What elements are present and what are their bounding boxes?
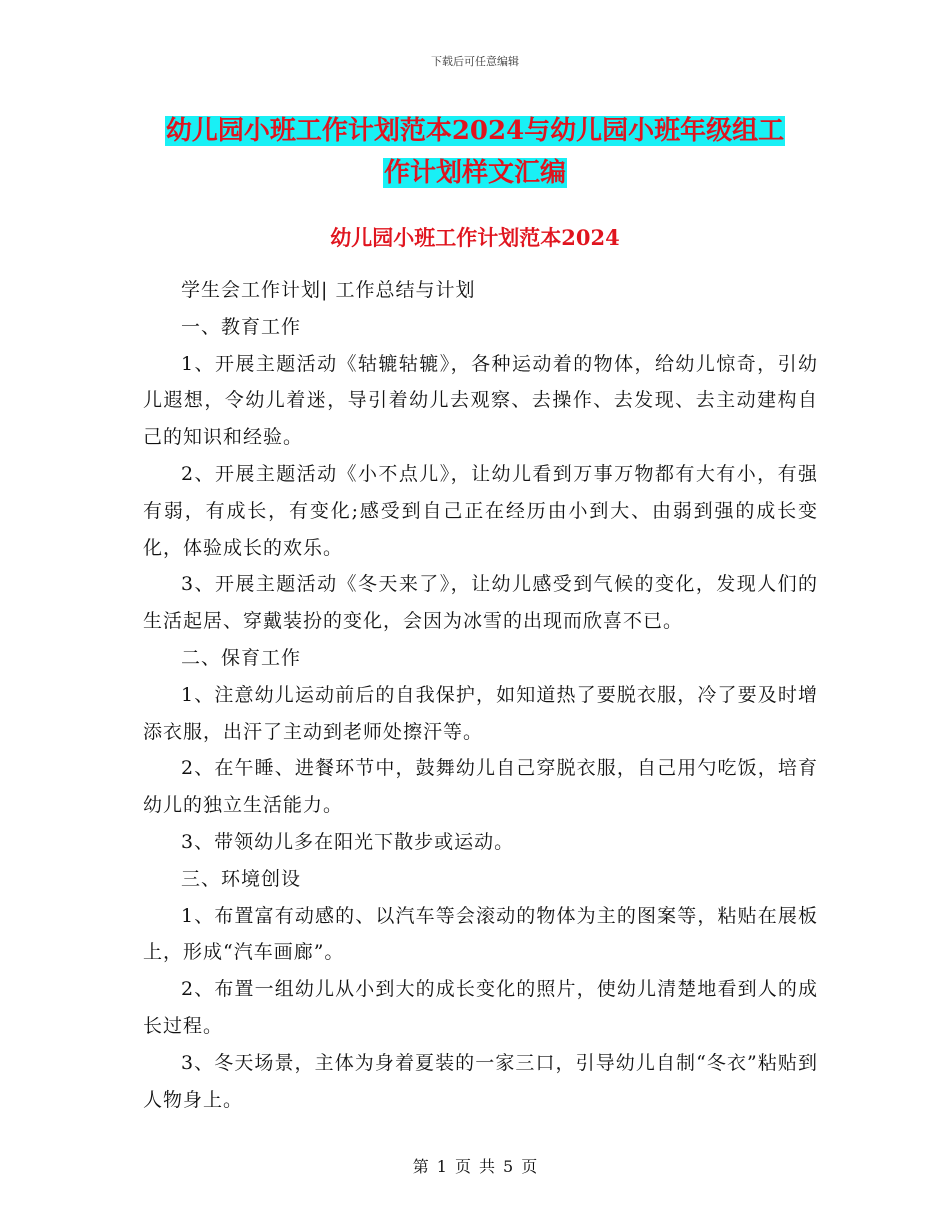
heading-care: 二、保育工作 — [181, 646, 302, 669]
paragraph: 2、在午睡、进餐环节中，鼓舞幼儿自己穿脱衣服，自己用勺吃饭，培育幼儿的独立生活能力。 — [143, 757, 818, 817]
footer-label-pages: 页 — [521, 1157, 538, 1176]
page-footer — [0, 1154, 950, 1177]
paragraph: 1、开展主题活动《轱辘轱辘》，各种运动着的物体，给幼儿惊奇，引幼儿遐想，令幼儿着迷，导引着幼儿去观察、去操作、去发现、去主动建构自己的知识和经验。 — [143, 352, 818, 449]
breadcrumb-line: 学生会工作计划| 工作总结与计划 — [181, 279, 476, 301]
paragraph: 2、开展主题活动《小不点儿》，让幼儿看到万事万物都有大有小，有强有弱，有成长，有变化;感受到自己正在经历由小到大、由弱到强的成长变化，体验成长的欢乐。 — [143, 462, 818, 559]
paragraph: 3、冬天场景，主体为身着夏装的一家三口，引导幼儿自制“冬衣”粘贴到人物身上。 — [143, 1051, 818, 1111]
document-title-line-2 — [0, 156, 950, 190]
document-title-line-1 — [0, 114, 950, 148]
paragraph: 2、布置一组幼儿从小到大的成长变化的照片，使幼儿清楚地看到人的成长过程。 — [143, 978, 818, 1037]
footer-total-pages: 5 — [503, 1157, 514, 1176]
paragraph: 1、注意幼儿运动前后的自我保护，如知道热了要脱衣服，冷了要及时增添衣服，出汗了主动到老师处擦汗等。 — [143, 683, 818, 743]
paragraph: 1、布置富有动感的、以汽车等会滚动的物体为主的图案等，粘贴在展板上，形成“汽车画廊”。 — [143, 904, 818, 964]
document-title-text-1: 幼儿园小班工作计划范本2024与幼儿园小班年级组工 — [165, 116, 785, 146]
document-body — [143, 272, 818, 1118]
footer-label-page: 第 — [412, 1157, 429, 1176]
heading-environment: 三、环境创设 — [181, 867, 302, 890]
header-note: 下载后可任意编辑 — [431, 55, 519, 68]
footer-page-number: 1 — [436, 1157, 447, 1176]
paragraph: 3、开展主题活动《冬天来了》，让幼儿感受到气候的变化，发现人们的生活起居、穿戴装扮的变化，会因为冰雪的出现而欣喜不已。 — [143, 573, 818, 633]
document-title-text-2: 作计划样文汇编 — [383, 158, 566, 188]
footer-label-total: 共 — [479, 1157, 496, 1176]
footer-label-of: 页 — [454, 1157, 471, 1176]
section-title: 幼儿园小班工作计划范本2024 — [330, 225, 620, 250]
paragraph: 3、带领幼儿多在阳光下散步或运动。 — [181, 830, 515, 853]
heading-education: 一、教育工作 — [181, 315, 302, 338]
